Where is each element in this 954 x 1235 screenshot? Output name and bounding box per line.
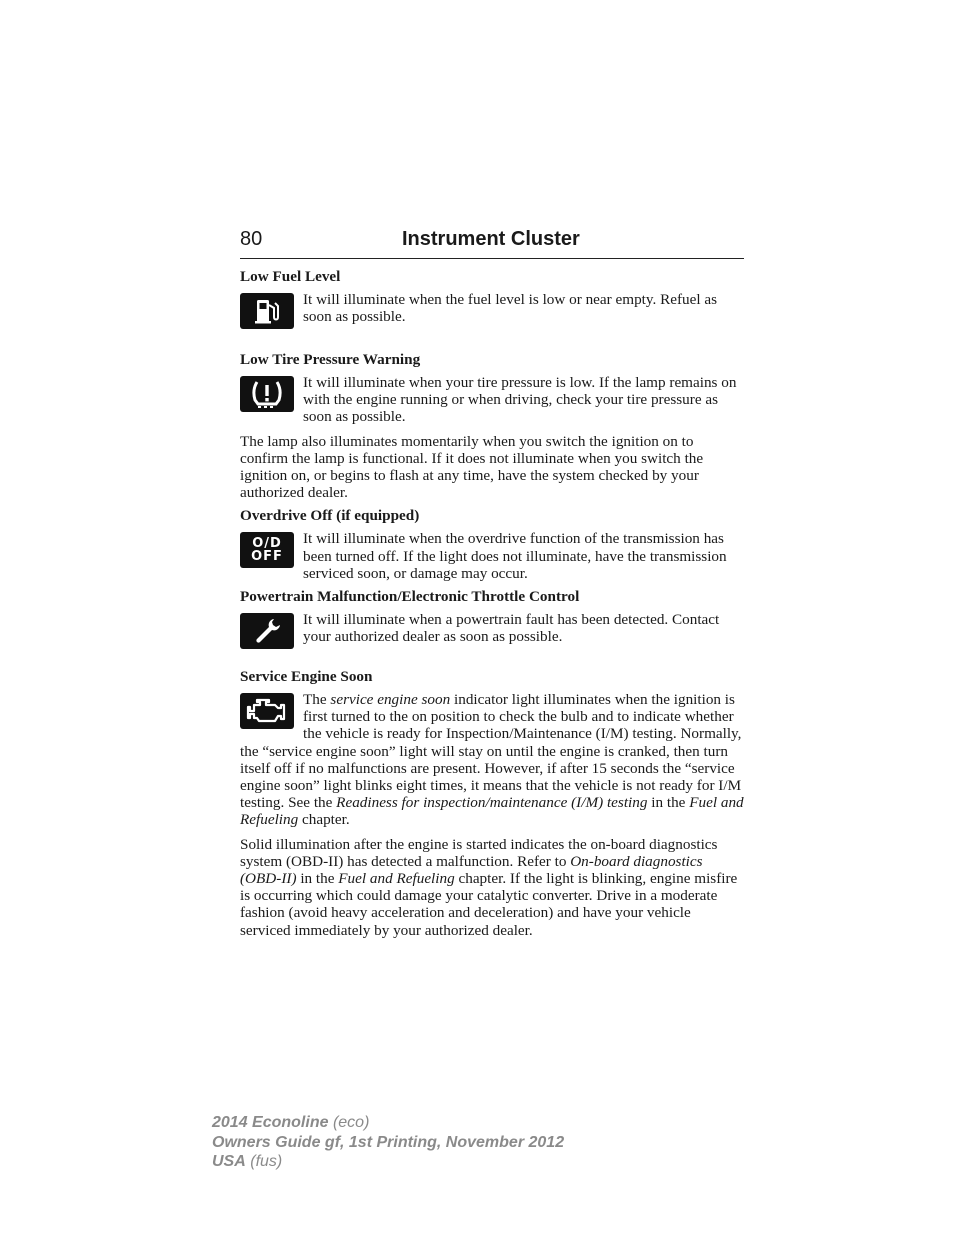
service-engine-heading: Service Engine Soon bbox=[240, 668, 373, 686]
page-footer bbox=[212, 1113, 564, 1172]
service-engine-para-part: Solid illumination after the engine is started indicates the on-board diagnostics system (OBD-II) has detected a malfunction. Refer to bbox=[240, 835, 718, 870]
engine-icon bbox=[240, 693, 294, 729]
overdrive-icon-line1: O/D bbox=[252, 536, 282, 552]
footer-region: USA bbox=[212, 1153, 246, 1170]
footer-line-model bbox=[212, 1113, 564, 1133]
readiness-reference: Readiness for inspection/maintenance (I/M) testing bbox=[336, 794, 648, 812]
footer-line-guide bbox=[212, 1133, 564, 1153]
overdrive-off-icon bbox=[240, 532, 294, 568]
service-engine-text-em: service engine soon bbox=[330, 691, 451, 709]
service-engine-paragraph bbox=[240, 836, 744, 939]
fuel-refueling-reference: Fuel and Refueling bbox=[240, 794, 744, 829]
wrench-icon bbox=[240, 613, 294, 649]
service-engine-text-part: indicator light illuminates when the ignition is first turned to the on position to check the bulb and to indicate whether the vehicle is ready for Inspection/Maintenance (I/M) testing. Normally, the “service engine soon” light will stay on until the engine is cranked, then turn itself off if no malfunctions are present. However, if after 15 seconds the “service engine soon” light blinks eight times, it means that the vehicle is not ready for I/M testing. See the bbox=[240, 691, 742, 812]
footer-line-region bbox=[212, 1152, 564, 1172]
overdrive-heading: Overdrive Off (if equipped) bbox=[240, 507, 420, 525]
footer-model-code: (eco) bbox=[332, 1114, 370, 1131]
low-fuel-lamp bbox=[240, 291, 744, 329]
service-engine-text-part: chapter. bbox=[298, 811, 350, 829]
page-number: 80 bbox=[240, 228, 263, 250]
low-fuel-text: It will illuminate when the fuel level is low or near empty. Refuel as soon as possible. bbox=[303, 291, 718, 326]
service-engine-para-part: chapter. If the light is blinking, engine misfire is occurring which could damage your catalytic converter. Drive in a moderate fashion (avoid heavy acceleration and deceleration) and have your vehicle serviced immediately by your authorized dealer. bbox=[240, 870, 738, 939]
manual-page bbox=[240, 228, 744, 939]
overdrive-text: It will illuminate when the overdrive function of the transmission has been turned off. If the light does not illuminate, have the transmission serviced soon, or damage may occur. bbox=[303, 530, 727, 582]
low-tire-lamp bbox=[240, 374, 744, 426]
footer-model: 2014 Econoline bbox=[212, 1114, 329, 1131]
service-engine-text-part: The bbox=[303, 691, 331, 709]
overdrive-icon-line2: OFF bbox=[251, 549, 283, 565]
powertrain-lamp bbox=[240, 611, 744, 649]
footer-region-code: (fus) bbox=[250, 1153, 283, 1170]
fuel-refueling-reference: Fuel and Refueling bbox=[338, 870, 455, 888]
low-tire-paragraph: The lamp also illuminates momentarily when you switch the ignition on to confirm the lamp is functional. If it does not illuminate when you switch the ignition on, or begins to flash at any time, have the system checked by your authorized dealer. bbox=[240, 432, 704, 502]
obd-reference: On-board diagnostics (OBD-II) bbox=[240, 852, 703, 888]
powertrain-text: It will illuminate when a powertrain fault has been detected. Contact your authorized dealer as soon as possible. bbox=[303, 611, 720, 646]
low-tire-heading: Low Tire Pressure Warning bbox=[240, 351, 421, 368]
service-engine-para-part: in the bbox=[296, 870, 339, 888]
service-engine-block bbox=[240, 691, 744, 829]
overdrive-lamp bbox=[240, 530, 744, 582]
footer-guide: Owners Guide gf, 1st Printing, November 2012 bbox=[212, 1133, 565, 1151]
page-header bbox=[240, 228, 744, 259]
low-tire-text: It will illuminate when your tire pressure is low. If the lamp remains on with the engine running or when driving, check your tire pressure as soon as possible. bbox=[303, 374, 737, 426]
tire-pressure-icon bbox=[240, 376, 294, 412]
low-fuel-heading: Low Fuel Level bbox=[240, 268, 341, 285]
powertrain-heading: Powertrain Malfunction/Electronic Throttle Control bbox=[240, 588, 580, 606]
service-engine-text-part: in the bbox=[647, 794, 690, 812]
fuel-pump-icon bbox=[240, 293, 294, 329]
chapter-title: Instrument Cluster bbox=[402, 228, 580, 250]
